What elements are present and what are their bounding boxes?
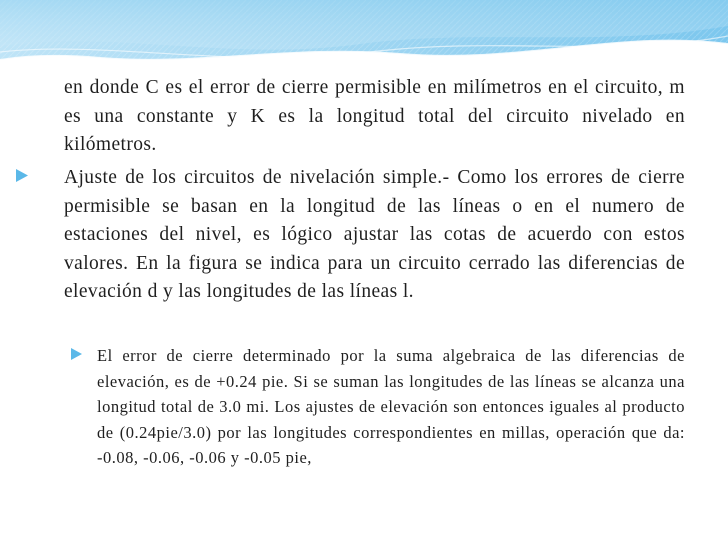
wave-graphic [0,0,728,72]
slide-content [0,72,728,546]
triangle-bullet-icon [15,168,29,188]
triangle-bullet-icon [70,347,83,366]
header-wave-decoration [0,0,728,72]
sub-bullet-paragraph-error-cierre: El error de cierre determinado por la suma algebraica de las diferencias de elevación, es de +0.24 pie. Si se suman las longitudes de las líneas se alcanza una longitud total de 3.0 mi. Los ajustes de elevación son entonces iguales al producto de (0.24pie/3.0) por las longitudes correspondientes en millas, operación que da: -0.08, -0.06, -0.06 y -0.05 pie, [97,346,685,467]
bullet-paragraph-ajuste: Ajuste de los circuitos de nivelación simple.- Como los errores de cierre permisible se basan en la longitud de las líneas o en el numero de estaciones del nivel, es lógico ajustar las cotas de acuerdo con estos valores. En la figura se indica para un circuito cerrado las diferencias de elevación d y las longitudes de las líneas l. [64,167,685,302]
continuation-paragraph: en donde C es el error de cierre permisible en milímetros en el circuito, m es una constante y K es la longitud total del circuito nivelado en kilómetros. [64,77,685,155]
